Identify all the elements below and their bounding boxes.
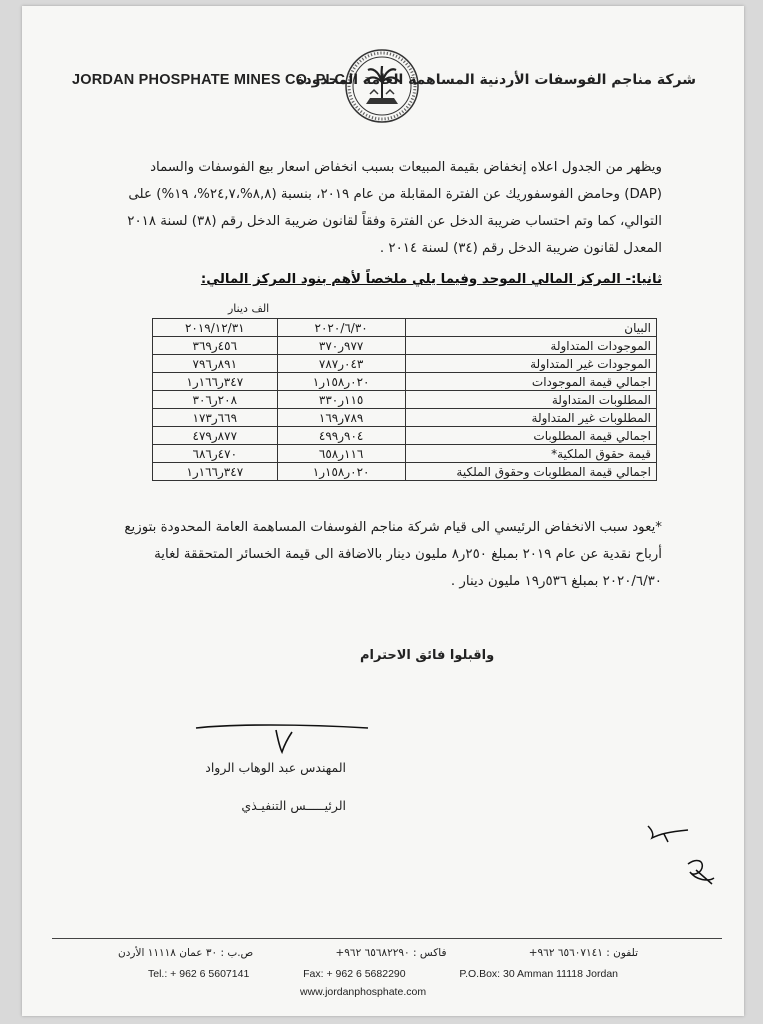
table-row <box>153 373 657 391</box>
row-label: اجمالي قيمة المطلوبات <box>405 427 656 445</box>
letter-page <box>22 6 744 1016</box>
footer-website-link[interactable]: www.jordanphosphate.com <box>300 986 427 998</box>
row-value-2020: ١١٦ر٦٥٨ <box>277 445 405 463</box>
intro-paragraph: ويظهر من الجدول اعلاه إنخفاض بقيمة المبيعات بسبب انخفاض اسعار بيع الفوسفات والسماد (DAP) وحامض الفوسفوريك عن الفترة المقابلة من عام ٢٠١٩، بنسبة (٨,٨%،٢٤,٧%، ١٩%) على التوالي، كما وتم احتساب ضريبة الدخل عن الفترة وفقاً لقانون ضريبة الدخل رقم (٣٨) لسنة ٢٠١٨ المعدل لقانون ضريبة الدخل رقم (٣٤) لسنة ٢٠١٤ . <box>127 160 662 256</box>
company-name-ar: شركة مناجم الفوسفات الأردنية المساهمة العامة المحدودة <box>296 72 696 88</box>
note-paragraph: *يعود سبب الانخفاض الرئيسي الى قيام شركة مناجم الفوسفات المساهمة العامة المحدودة بتوزيع أرباح نقدية عن عام ٢٠١٩ بمبلغ ٢٥٠ر٨ مليون دينار بالاضافة الى قيمة الخسائر المتحققة لغاية ٢٠٢٠/٦/٣٠ بمبلغ ٥٣٦ر١٩ مليون دينار . <box>124 520 662 589</box>
row-label: قيمة حقوق الملكية* <box>405 445 656 463</box>
row-value-2020: ٠٢٠ر١٥٨ر١ <box>277 463 405 481</box>
row-value-2019: ٣٤٧ر١٦٦ر١ <box>153 463 278 481</box>
section-title: ثانيا:- المركز المالي الموحد وفيما يلي ملخصاً لأهم بنود المركز المالي: <box>200 272 662 287</box>
handwritten-initial <box>644 814 692 846</box>
company-name-en: JORDAN PHOSPHATE MINES CO. PLC <box>72 72 346 88</box>
table-row <box>153 409 657 427</box>
signatory-name: المهندس عبد الوهاب الرواد <box>205 760 346 775</box>
row-label: الموجودات غير المتداولة <box>405 355 656 373</box>
row-value-2020: ٠٢٠ر١٥٨ر١ <box>277 373 405 391</box>
footer-tel-en: Tel.: + 962 6 5607141 <box>148 968 250 980</box>
table-row <box>153 391 657 409</box>
footer-fax-ar: فاكس : ٦٥٦٨٢٢٩٠ ٩٦٢+ <box>335 947 447 959</box>
row-value-2020: ٠٤٣ر٧٨٧ <box>277 355 405 373</box>
row-label: المطلوبات المتداولة <box>405 391 656 409</box>
table-row <box>153 355 657 373</box>
table-row <box>153 427 657 445</box>
footer-pobox-ar: ص.ب : ٣٠ عمان ١١١١٨ الأردن <box>118 947 254 959</box>
row-label: المطلوبات غير المتداولة <box>405 409 656 427</box>
footer-arabic <box>118 947 638 959</box>
header-col2: ٢٠١٩/١٢/٣١ <box>153 319 278 337</box>
handwritten-initial <box>682 854 718 888</box>
row-value-2019: ٢٠٨ر٣٠٦ <box>153 391 278 409</box>
footer-english <box>148 968 618 980</box>
unit-label: الف دينار <box>228 302 270 315</box>
row-value-2020: ٩٠٤ر٤٩٩ <box>277 427 405 445</box>
row-label: اجمالي قيمة الموجودات <box>405 373 656 391</box>
row-value-2020: ١١٥ر٣٣٠ <box>277 391 405 409</box>
row-value-2020: ٧٨٩ر١٦٩ <box>277 409 405 427</box>
row-value-2019: ٤٥٦ر٣٦٩ <box>153 337 278 355</box>
table-row <box>153 445 657 463</box>
footer-pobox-en: P.O.Box: 30 Amman 11118 Jordan <box>459 968 618 980</box>
footer-fax-en: Fax: + 962 6 5682290 <box>303 968 406 980</box>
footer-divider <box>52 938 722 939</box>
row-label: الموجودات المتداولة <box>405 337 656 355</box>
row-value-2019: ٨٧٧ر٤٧٩ <box>153 427 278 445</box>
table-header-row <box>153 319 657 337</box>
row-value-2019: ٦٦٩ر١٧٣ <box>153 409 278 427</box>
signatory-title: الرئيـــــس التنفيـذي <box>241 798 346 813</box>
closing-line: واقبلوا فائق الاحترام <box>360 648 495 663</box>
row-value-2019: ٣٤٧ر١٦٦ر١ <box>153 373 278 391</box>
row-label: اجمالي قيمة المطلوبات وحقوق الملكية <box>405 463 656 481</box>
row-value-2020: ٩٧٧ر٣٧٠ <box>277 337 405 355</box>
footer-tel-ar: تلفون : ٦٥٦٠٧١٤١ ٩٦٢+ <box>528 947 638 959</box>
header-col1: ٢٠٢٠/٦/٣٠ <box>277 319 405 337</box>
table-row <box>153 463 657 481</box>
header-label: البيان <box>405 319 656 337</box>
table-row <box>153 337 657 355</box>
row-value-2019: ٨٩١ر٧٩٦ <box>153 355 278 373</box>
row-value-2019: ٤٧٠ر٦٨٦ <box>153 445 278 463</box>
financial-position-table <box>152 318 657 481</box>
